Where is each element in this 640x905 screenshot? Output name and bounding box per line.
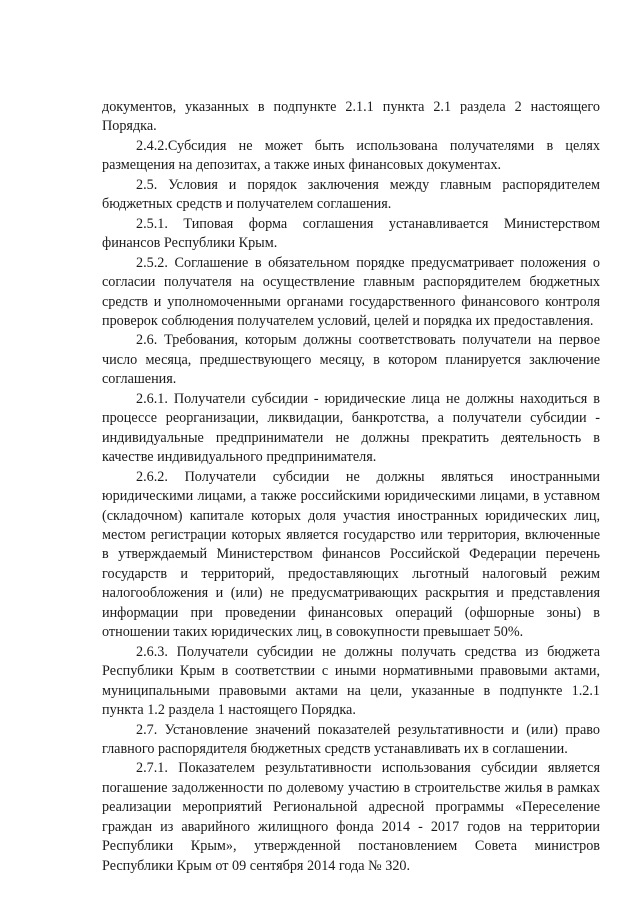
paragraph-2-7: 2.7. Установление значений показателей результативности и (или) право главного распорядителя бюджетных средств устанавливать их в соглашении. (102, 721, 600, 757)
paragraph-2-5-2: 2.5.2. Соглашение в обязательном порядке предусматривает положения о согласии получателя на осуществление главным распорядителем бюджетных средств и уполномоченными органами государственного финансового контроля проверок соблюдения получателем условий, целей и порядка их предоставления. (102, 254, 600, 329)
paragraph-2-7-1: 2.7.1. Показателем результативности использования субсидии является погашение задолженности по долевому участию в строительстве жилья в рамках реализации мероприятий Региональной адресной программы «Переселение граждан из аварийного жилищного фонда 2014 - 2017 годов на территории Республики Крым», утвержденной постановлением Совета министров Республики Крым от 09 сентября 2014 года № 320. (102, 760, 600, 874)
paragraph-2-4-2: 2.4.2.Субсидия не может быть использована получателями в целях размещения на депозитах, а также иных финансовых документах. (102, 137, 600, 174)
paragraph-2-5-1: 2.5.1. Типовая форма соглашения устанавливается Министерством финансов Республики Крым. (102, 215, 600, 252)
paragraph-2-6-1: 2.6.1. Получатели субсидии - юридические лица не должны находиться в процессе реорганизации, ликвидации, банкротства, а получатели субсидии - индивидуальные предприниматели не должны прекратить деятельность в качестве индивидуального предпринимателя. (102, 390, 600, 466)
paragraph-2-6-3: 2.6.3. Получатели субсидии не должны получать средства из бюджета Республики Крым в соответствии с иными нормативными правовыми актами, муниципальными правовыми актами на цели, указанные в подпункте 1.2.1 пункта 1.2 раздела 1 настоящего Порядка. (102, 643, 600, 719)
paragraph-2-5: 2.5. Условия и порядок заключения между главным распорядителем бюджетных средств и получателем соглашения. (102, 176, 600, 213)
paragraph-2-6-2: 2.6.2. Получатели субсидии не должны являться иностранными юридическими лицами, а также российскими юридическими лицами, в уставном (складочном) капитале которых доля участия иностранных юридических лиц, местом регистрации которых является государство или территория, включенные в утверждаемый Министерством финансов Российской Федерации перечень государств и территорий, предоставляющих льготный налоговый режим налогообложения и (или) не предусматривающих раскрытия и представления информации при проведении финансовых операций (офшорные зоны) в отношении таких юридических лиц, в совокупности превышает 50%. (102, 468, 600, 641)
document-body (102, 98, 600, 876)
paragraph-continuation: документов, указанных в подпункте 2.1.1 пункта 2.1 раздела 2 настоящего Порядка. (102, 99, 600, 135)
paragraph-2-6: 2.6. Требования, которым должны соответствовать получатели на первое число месяца, предшествующего месяцу, в котором планируется заключение соглашения. (102, 332, 600, 388)
